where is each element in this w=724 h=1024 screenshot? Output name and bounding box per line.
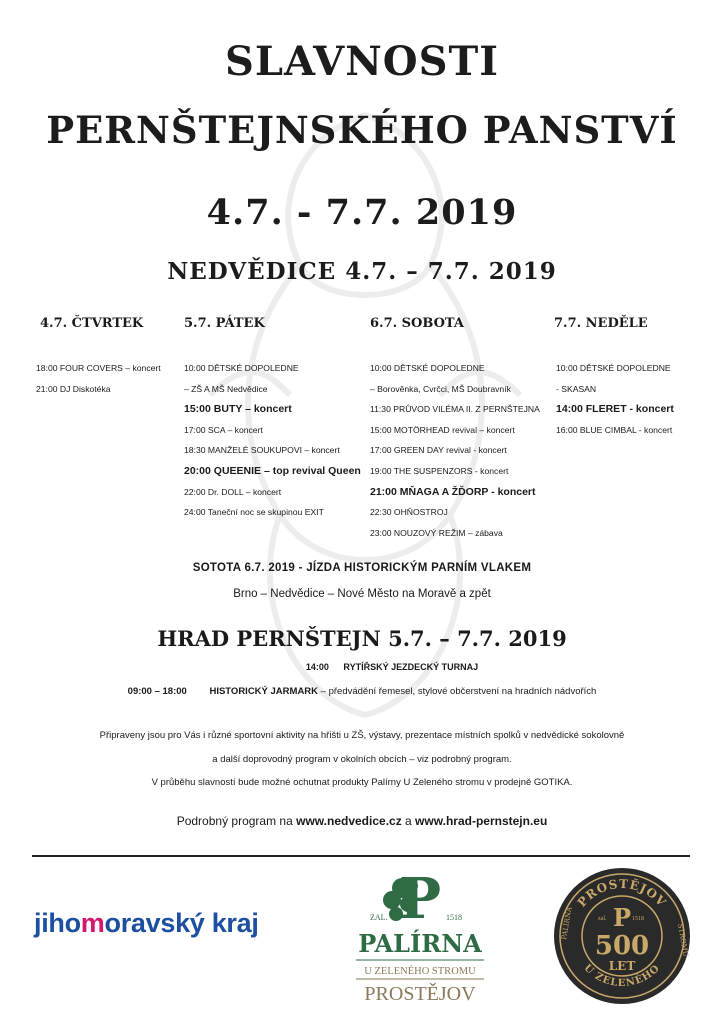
day-heading-sunday: 7.7. NEDĚLE: [554, 316, 648, 331]
badge-top-text: PROSTĚJOV: [574, 876, 670, 910]
title-line-1: SLAVNOSTI: [225, 38, 499, 85]
schedule-item: 23:00 NOUZOVÝ REŽIM – zábava: [370, 527, 503, 538]
palirna-zal: ZAL.: [370, 913, 388, 922]
info-line-1: Připraveny jsou pro Vás i různé sportovní aktivity na hřišti u ZŠ, výstavy, prezentace místních spolků v nedvědické sokolovně: [99, 730, 625, 741]
info-line-2: a další doprovodný program v okolních obcích – viz podrobný program.: [212, 754, 512, 765]
castle-heading: HRAD PERNŠTEJN 5.7. – 7.7. 2019: [157, 626, 567, 651]
schedule-item: 16:00 BLUE CIMBAL - koncert: [556, 424, 673, 435]
program-connector: a: [401, 814, 416, 828]
nedvedice-link[interactable]: www.nedvedice.cz: [296, 814, 402, 828]
schedule-item: 15:00 BUTY – koncert: [184, 403, 292, 416]
schedule-item: 10:00 DĚTSKÉ DOPOLEDNE: [556, 363, 671, 373]
jihomoravsky-kraj-logo: [34, 908, 259, 939]
schedule-item: - SKASAN: [556, 383, 597, 394]
palirna-letter: P: [398, 866, 442, 932]
500-years-badge: [552, 866, 692, 1006]
schedule-item: – Borověnka, Cvrčci, MŠ Doubravník: [370, 383, 511, 394]
schedule-item: – ZŠ A MŠ Nedvědice: [184, 383, 268, 394]
schedule-item: 22:30 OHŇOSTROJ: [370, 507, 448, 518]
venue-dates-heading: NEDVĚDICE 4.7. – 7.7. 2019: [167, 258, 557, 285]
palirna-logo: [350, 866, 490, 1016]
schedule-item: 17:00 SCA – koncert: [184, 424, 263, 435]
schedule-item: 22:00 Dr. DOLL – koncert: [184, 486, 282, 497]
badge-year: 1518: [632, 916, 644, 922]
schedule-item: 20:00 QUEENIE – top revival Queen: [184, 464, 361, 477]
schedule-item: 17:00 GREEN DAY revival - koncert: [370, 445, 507, 456]
badge-bottom-text: U ZELENÉHO: [581, 962, 663, 989]
badge-let: LET: [608, 959, 636, 973]
badge-right-text: STROMU: [676, 922, 690, 958]
schedule-item: 10:00 DĚTSKÉ DOPOLEDNE: [370, 363, 485, 373]
schedule-item: 18:00 FOUR COVERS – koncert: [36, 363, 161, 373]
schedule-sunday: [556, 358, 674, 440]
market-time: 09:00 – 18:00: [127, 686, 187, 697]
footer-divider: [32, 855, 690, 857]
day-heading-saturday: 6.7. SOBOTA: [370, 316, 464, 331]
schedule-item: 24:00 Taneční noc se skupinou EXIT: [184, 507, 324, 518]
day-heading-thursday: 4.7. ČTVRTEK: [40, 316, 144, 331]
schedule-item: 11:30 PRŮVOD VILÉMA II. Z PERNŠTEJNA: [370, 404, 540, 415]
badge-left-text: PALÍRNA: [560, 906, 574, 941]
palirna-sub: U ZELENÉHO STROMU: [364, 966, 476, 977]
palirna-city: PROSTĚJOV: [364, 983, 476, 1005]
market-line: [0, 686, 724, 697]
schedule-item: 14:00 FLERET - koncert: [556, 403, 674, 416]
schedule-item: 18:30 MANŽELÉ SOUKUPOVI – koncert: [184, 445, 340, 456]
market-title: HISTORICKÝ JARMARK: [209, 686, 319, 697]
schedule-saturday: [370, 358, 540, 543]
detailed-program-line: [0, 814, 724, 828]
region-logo-text-m: m: [80, 908, 105, 938]
schedule-item: 21:00 DJ Diskotéka: [36, 383, 111, 394]
day-heading-friday: 5.7. PÁTEK: [184, 316, 265, 331]
badge-letter: P: [612, 903, 632, 932]
schedule-friday: [184, 358, 361, 523]
schedule-thursday: [36, 358, 161, 399]
region-logo-text-b: oravský kraj: [104, 908, 259, 938]
pernstejn-link[interactable]: www.hrad-pernstejn.eu: [415, 814, 548, 828]
palirna-year: 1518: [446, 913, 462, 922]
schedule-item: 15:00 MOTÖRHEAD revival – koncert: [370, 424, 515, 435]
title-line-2: PERNŠTEJNSKÉHO PANSTVÍ: [46, 108, 678, 152]
tournament-title: RYTÍŘSKÝ JEZDECKÝ TURNAJ: [343, 662, 479, 672]
palirna-name: PALÍRNA: [358, 929, 482, 958]
train-route-line: Brno – Nedvědice – Nové Město na Moravě a zpět: [233, 588, 491, 600]
market-description: – předvádění řemesel, stylové občerstvení na hradních nádvořích: [318, 686, 597, 697]
program-prefix: Podrobný program na: [176, 814, 297, 828]
region-logo-text-a: jiho: [34, 908, 81, 938]
schedule-item: 19:00 THE SUSPENZORS - koncert: [370, 465, 509, 476]
info-line-3: V průběhu slavností bude možné ochutnat produkty Palírny U Zeleného stromu v prodejně GOTIKA.: [151, 777, 573, 788]
schedule-item: 21:00 MŇAGA A ŽĎORP - koncert: [370, 485, 536, 498]
schedule-item: 10:00 DĚTSKÉ DOPOLEDNE: [184, 363, 299, 373]
train-ride-line: SOTOTA 6.7. 2019 - JÍZDA HISTORICKÝM PARNÍM VLAKEM: [192, 562, 532, 574]
festival-dates: 4.7. - 7.7. 2019: [206, 192, 518, 233]
tournament-time: 14:00: [305, 662, 329, 672]
badge-zal: zal.: [598, 916, 607, 922]
badge-number: 500: [594, 931, 650, 961]
tournament-line: [0, 662, 724, 672]
